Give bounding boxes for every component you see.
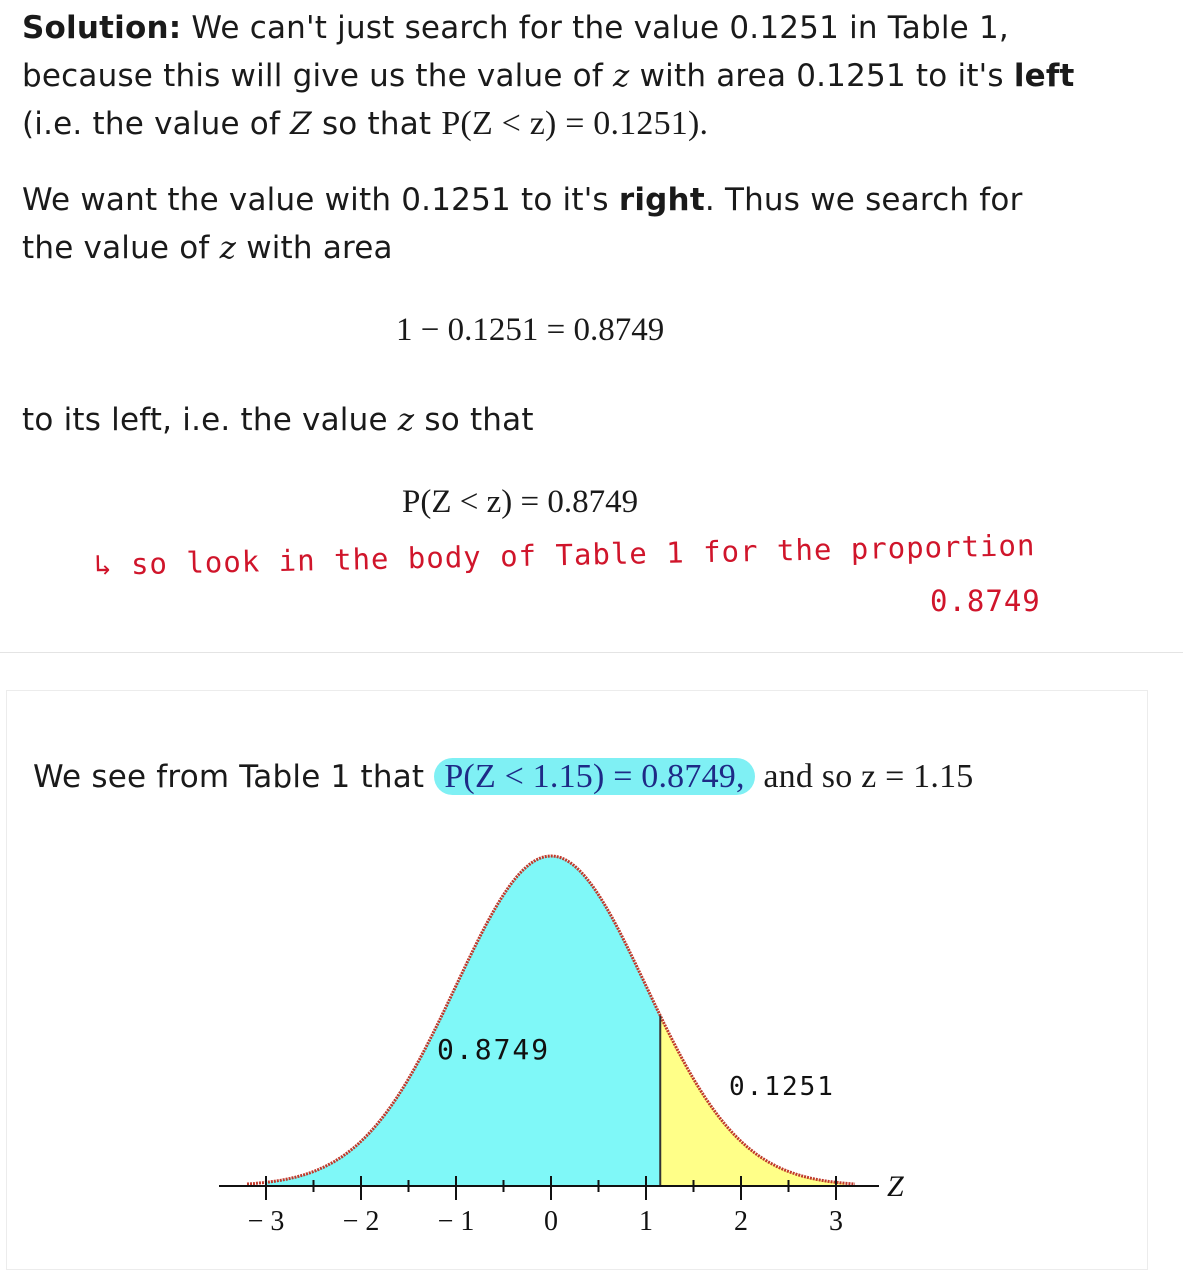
p3-text-a: to its left, i.e. the value [22,402,398,438]
p1-text-b: with area 0.1251 to it's [629,58,1014,94]
tick-label: 2 [734,1206,748,1237]
paragraph-3 [22,396,1162,444]
tick-label: − 3 [247,1206,285,1237]
p2-text-c: with area [236,230,393,266]
handwritten-note-value: 0.8749 [930,584,1041,618]
z-axis-label: Z [887,1170,904,1203]
p1-var-z: z [613,58,630,94]
tick-label: − 1 [437,1206,475,1237]
tick-label: 3 [829,1206,843,1237]
tick-label: − 2 [342,1206,380,1237]
left-tail-area [266,856,660,1186]
equation-probability: P(Z < z) = 0.8749 [402,484,639,520]
tick-label: 0 [544,1206,558,1237]
p1-probability: P(Z < z) = 0.1251). [441,105,709,142]
p2-right-word: right [618,182,705,218]
result-text-b: and so z = 1.15 [754,758,974,795]
slide-divider [0,652,1183,653]
left-area-label: 0.8749 [437,1033,551,1066]
paragraph-2 [22,176,1082,272]
p3-text-b: so that [414,402,534,438]
right-area-label: 0.1251 [729,1072,835,1102]
p1-text-c: (i.e. the value of [22,106,291,142]
handwritten-note: ↳ so look in the body of Table 1 for the proportion [93,528,1036,582]
p3-var-z: z [397,402,415,438]
p1-text-a: We can't just search for the value 0.1251 in Table 1, because this will give us the value of [22,10,1009,94]
p1-text-d: so that [311,106,442,142]
paragraph-1 [22,4,1132,148]
p1-left-word: left [1013,58,1075,94]
solution-label: Solution: [22,10,182,46]
p2-text-b: . Thus we search for the value of [22,182,1023,266]
result-text-a: We see from Table 1 that [33,759,435,795]
p2-text-a: We want the value with 0.1251 to it's [22,182,619,218]
p1-var-Z: Z [290,106,312,142]
p2-var-z: z [219,230,237,266]
tick-label: 1 [639,1206,653,1237]
slide-result [6,690,1148,1270]
equation-complement: 1 − 0.1251 = 0.8749 [396,312,665,348]
normal-curve-plot [7,691,1147,1269]
highlighted-probability: P(Z < 1.15) = 0.8749, [434,758,754,795]
